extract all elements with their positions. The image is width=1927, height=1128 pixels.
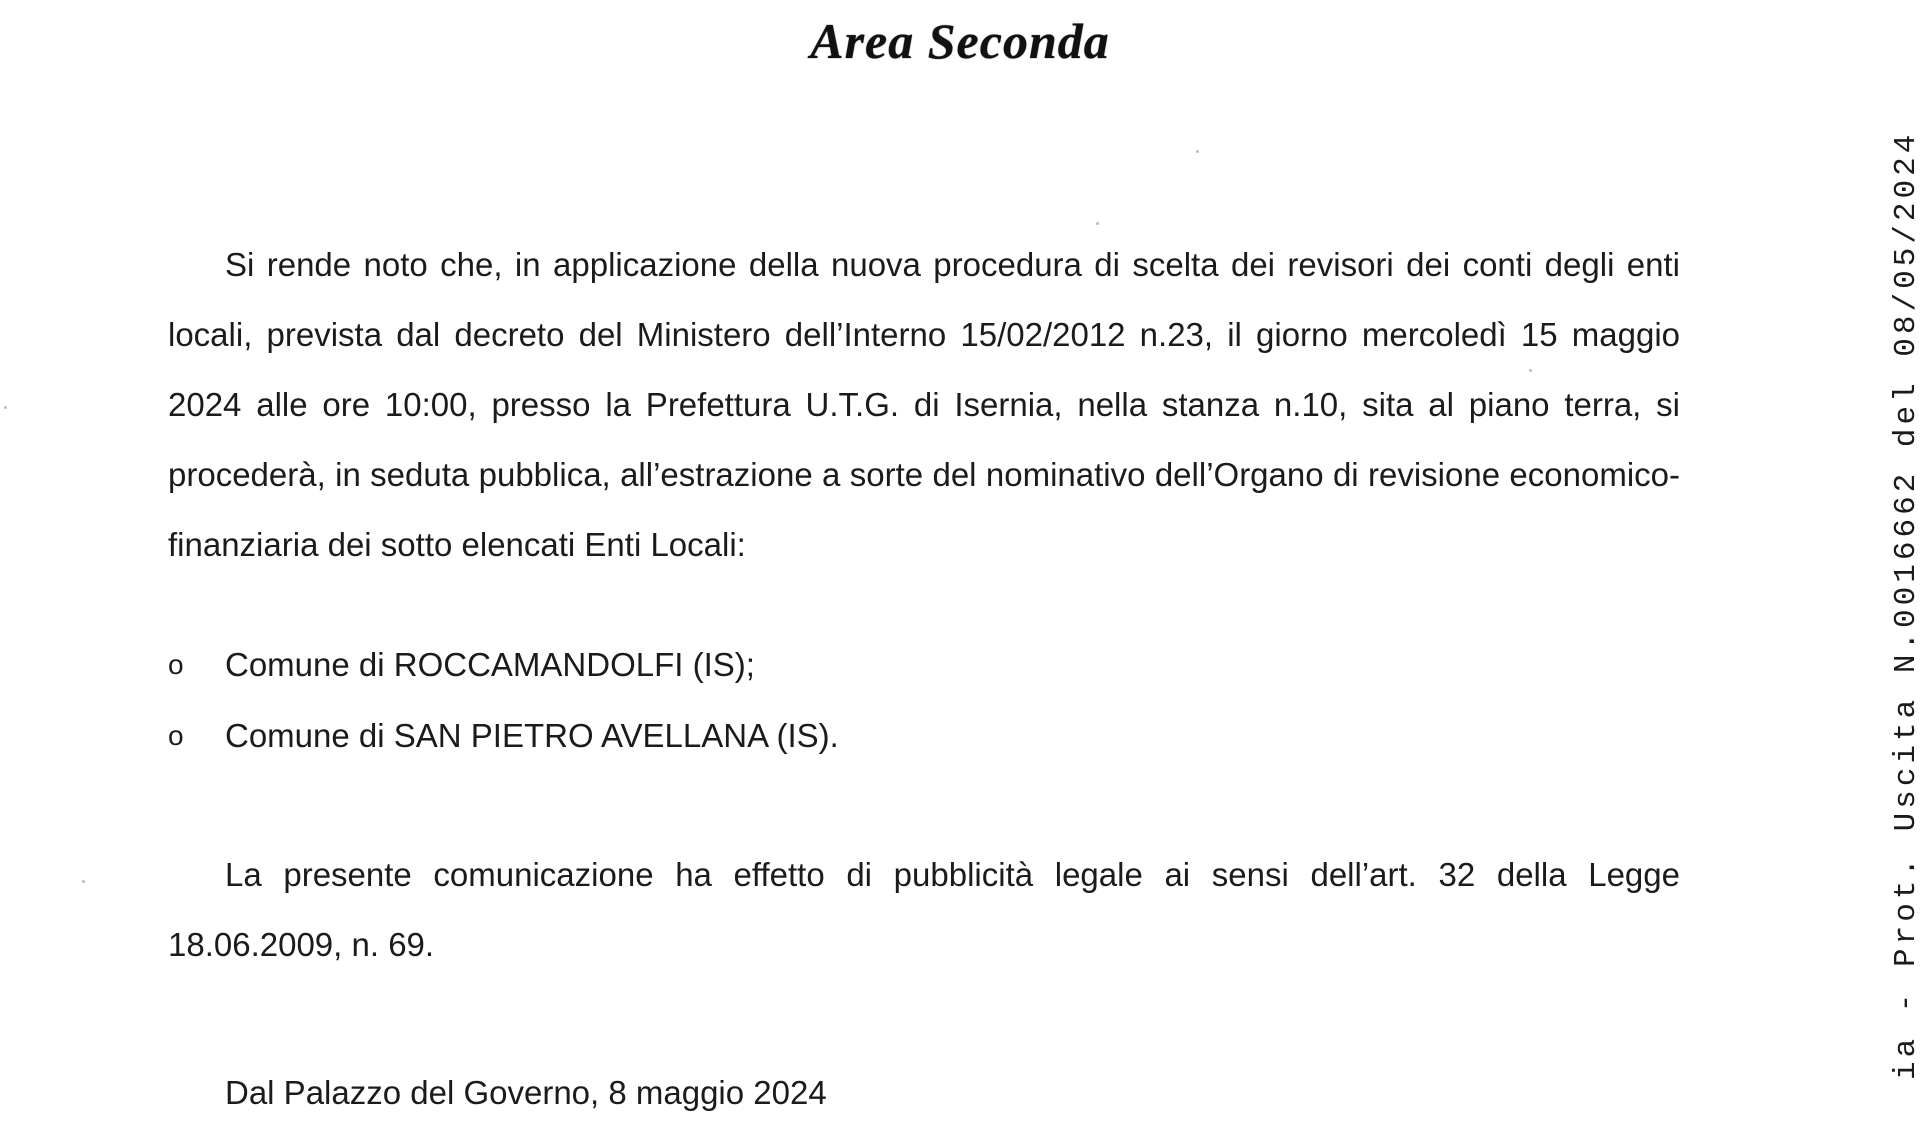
bullet-icon: o [168,720,184,751]
notice-paragraph-1: Si rende noto che, in applicazione della nuova procedura di scelta dei revisori dei conti degli enti locali, prevista dal decreto del Ministero dell’Interno 15/02/2012 n.23, il giorno mercoledì 15 maggio 2024 alle ore 10:00, presso la Prefettura U.T.G. di Isernia, nella stanza n.10, sita al piano terra, si procederà, in seduta pubblica, all’estrazione a sorte del nominativo dell’Organo di revisione economico-finanziaria dei sotto elencati Enti Locali: [168,246,1680,563]
scan-speck [1196,150,1199,153]
scan-speck [1529,369,1532,372]
date-line: Dal Palazzo del Governo, 8 maggio 2024 [225,1074,827,1111]
list-item [168,629,1468,700]
scan-speck [4,406,7,409]
notice-paragraph-2: La presente comunicazione ha effetto di pubblicità legale ai sensi dell’art. 32 della Legge 18.06.2009, n. 69. [168,856,1680,963]
area-title: Area Seconda [810,13,1110,69]
bullet-icon: o [168,649,184,680]
protocol-stamp: ia - Prot. Uscita N.0016662 del 08/05/2024 [1889,130,1924,1080]
list-item-text: Comune di SAN PIETRO AVELLANA (IS). [225,717,839,754]
municipalities-list [168,629,1468,771]
scan-speck [1096,222,1099,225]
list-item-text: Comune di ROCCAMANDOLFI (IS); [225,646,755,683]
scan-speck [82,880,85,883]
list-item [168,700,1468,771]
